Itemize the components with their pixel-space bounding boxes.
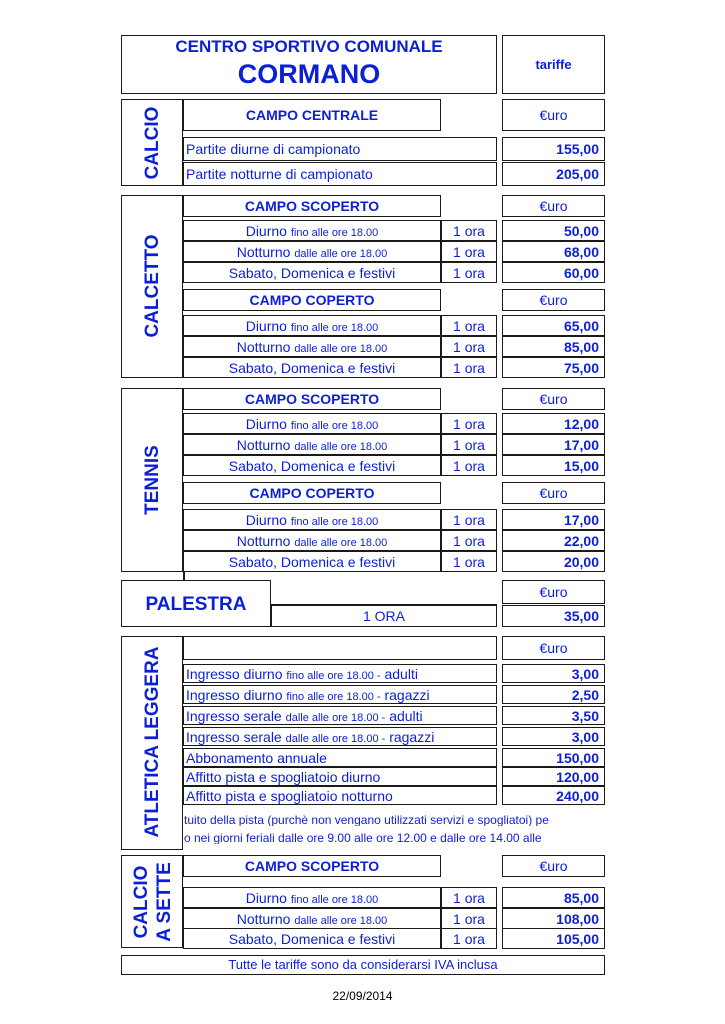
calcio-row-price: 205,00 <box>556 166 599 182</box>
sette-row-main: Notturno <box>236 911 291 927</box>
calcetto-coperto-row-price: 65,00 <box>563 318 599 334</box>
atletica-row-label <box>186 709 423 724</box>
sette-row-label <box>183 891 441 906</box>
sette-row-price: 105,00 <box>556 931 599 947</box>
tennis-scoperto-row-main: Notturno <box>236 437 291 453</box>
calcetto-scoperto-title: CAMPO SCOPERTO <box>244 198 380 214</box>
calcetto-scoperto-row-unit: 1 ora <box>453 244 485 260</box>
tennis-coperto-row-unit: 1 ora <box>453 533 485 549</box>
atletica-note-1: tuito della pista (purchè non vengano utilizzati servizi e spogliatoi) pe <box>184 814 549 826</box>
header-title-line2: CORMANO <box>237 59 381 89</box>
calcetto-coperto-currency: €uro <box>539 292 568 308</box>
calcetto-coperto-row-price: 75,00 <box>563 360 599 376</box>
calcetto-coperto-row-main: Diurno <box>245 318 287 334</box>
atletica-row-price: 3,00 <box>571 666 599 682</box>
calcio-section-title: CAMPO CENTRALE <box>245 107 379 123</box>
tennis-coperto-row-unit: 1 ora <box>453 554 485 570</box>
tennis-scoperto-row-price: 12,00 <box>563 416 599 432</box>
calcetto-coperto-title: CAMPO COPERTO <box>249 292 375 308</box>
tennis-coperto-row-price: 17,00 <box>563 512 599 528</box>
tennis-coperto-row-main: Sabato, Domenica e festivi <box>228 554 396 570</box>
atletica-row-note: dalle alle ore 18.00 - <box>285 712 386 724</box>
sette-row-label <box>183 912 441 927</box>
calcetto-coperto-row-unit: 1 ora <box>453 360 485 376</box>
atletica-header-box <box>183 636 497 660</box>
tennis-scoperto-row-main: Sabato, Domenica e festivi <box>228 458 396 474</box>
tennis-scoperto-row-label <box>183 459 441 473</box>
atletica-row-category: ragazzi <box>389 729 435 745</box>
atletica-row-main: Affitto pista e spogliatoio notturno <box>186 788 393 804</box>
atletica-row-label <box>186 789 393 803</box>
tennis-coperto-title: CAMPO COPERTO <box>249 485 375 501</box>
calcetto-coperto-row-unit: 1 ora <box>453 318 485 334</box>
calcetto-coperto-row-label <box>183 319 441 334</box>
tennis-scoperto-row-label <box>183 438 441 453</box>
calcetto-scoperto-row-main: Sabato, Domenica e festivi <box>228 265 396 281</box>
sette-row-label <box>183 932 441 946</box>
sette-row-note: fino alle ore 18.00 <box>290 894 379 906</box>
tennis-scoperto-row-price: 15,00 <box>563 458 599 474</box>
calcio-row-label: Partite diurne di campionato <box>186 141 361 157</box>
calcetto-scoperto-row-unit: 1 ora <box>453 265 485 281</box>
calcio-currency: €uro <box>539 107 568 123</box>
calcetto-side-label: CALCETTO <box>142 234 163 338</box>
tennis-coperto-row-label <box>183 513 441 528</box>
calcetto-coperto-row-label <box>183 361 441 375</box>
tennis-coperto-row-note: dalle alle ore 18.00 <box>294 537 388 549</box>
calcetto-scoperto-row-label <box>183 224 441 239</box>
atletica-row-main: Affitto pista e spogliatoio diurno <box>186 769 381 785</box>
sette-row-main: Sabato, Domenica e festivi <box>228 931 396 947</box>
calcetto-scoperto-currency: €uro <box>539 198 568 214</box>
calcetto-scoperto-row-price: 68,00 <box>563 244 599 260</box>
tennis-coperto-row-price: 20,00 <box>563 554 599 570</box>
tennis-scoperto-row-note: fino alle ore 18.00 <box>290 420 379 432</box>
atletica-row-label <box>186 751 327 765</box>
tennis-scoperto-row-unit: 1 ora <box>453 458 485 474</box>
atletica-row-label <box>186 688 430 703</box>
calcetto-scoperto-row-main: Notturno <box>236 244 291 260</box>
atletica-row-label <box>186 667 418 682</box>
calcio-side-label: CALCIO <box>142 106 163 180</box>
palestra-divider <box>183 572 185 580</box>
calcetto-coperto-row-label <box>183 340 441 355</box>
atletica-side-label: ATLETICA LEGGERA <box>142 646 163 838</box>
sette-row-unit: 1 ora <box>453 890 485 906</box>
atletica-row-main: Abbonamento annuale <box>186 750 327 766</box>
tennis-scoperto-title: CAMPO SCOPERTO <box>244 391 380 407</box>
tennis-coperto-row-label <box>183 534 441 549</box>
header-title-line1: CENTRO SPORTIVO COMUNALE <box>175 37 443 56</box>
calcetto-coperto-row-main: Sabato, Domenica e festivi <box>228 360 396 376</box>
calcetto-scoperto-row-note: fino alle ore 18.00 <box>290 227 379 239</box>
sette-side-label-2: A SETTE <box>154 862 175 942</box>
tennis-scoperto-row-note: dalle alle ore 18.00 <box>294 441 388 453</box>
sette-row-unit: 1 ora <box>453 931 485 947</box>
tennis-scoperto-row-unit: 1 ora <box>453 416 485 432</box>
atletica-row-price: 150,00 <box>556 750 599 766</box>
palestra-unit: 1 ORA <box>362 608 405 624</box>
atletica-note-2: o nei giorni feriali dalle ore 9.00 alle ore 12.00 e dalle ore 14.00 alle <box>184 832 542 844</box>
sette-row-main: Diurno <box>245 890 287 906</box>
sette-row-unit: 1 ora <box>453 911 485 927</box>
tennis-scoperto-row-main: Diurno <box>245 416 287 432</box>
sette-title: CAMPO SCOPERTO <box>244 858 380 874</box>
sette-row-price: 85,00 <box>563 890 599 906</box>
tennis-coperto-row-price: 22,00 <box>563 533 599 549</box>
calcetto-scoperto-row-label <box>183 266 441 280</box>
sette-row-price: 108,00 <box>556 911 599 927</box>
atletica-row-price: 2,50 <box>571 687 599 703</box>
atletica-row-category: adulti <box>384 666 418 682</box>
tennis-scoperto-row-unit: 1 ora <box>453 437 485 453</box>
atletica-row-category: adulti <box>389 708 423 724</box>
atletica-row-main: Ingresso serale <box>186 729 282 745</box>
tennis-scoperto-currency: €uro <box>539 391 568 407</box>
palestra-title: PALESTRA <box>145 594 247 615</box>
calcetto-scoperto-row-label <box>183 245 441 260</box>
calcetto-scoperto-row-note: dalle alle ore 18.00 <box>294 248 388 260</box>
tariffe-label: tariffe <box>535 57 572 72</box>
sette-side-label-1: CALCIO <box>131 865 152 939</box>
atletica-row-price: 240,00 <box>556 788 599 804</box>
tennis-coperto-row-unit: 1 ora <box>453 512 485 528</box>
calcetto-coperto-row-unit: 1 ora <box>453 339 485 355</box>
atletica-row-note: fino alle ore 18.00 - <box>286 670 381 682</box>
atletica-row-main: Ingresso serale <box>186 708 282 724</box>
calcetto-scoperto-row-price: 60,00 <box>563 265 599 281</box>
atletica-row-note: dalle alle ore 18.00 - <box>285 733 386 745</box>
calcetto-coperto-row-note: dalle alle ore 18.00 <box>294 343 388 355</box>
atletica-currency: €uro <box>539 640 568 656</box>
print-date: 22/09/2014 <box>332 989 393 1003</box>
tennis-coperto-row-main: Notturno <box>236 533 291 549</box>
atletica-row-main: Ingresso diurno <box>186 687 283 703</box>
calcetto-coperto-row-main: Notturno <box>236 339 291 355</box>
tennis-side-label: TENNIS <box>142 445 163 515</box>
tennis-scoperto-row-label <box>183 417 441 432</box>
atletica-row-note: fino alle ore 18.00 - <box>286 691 381 703</box>
sette-currency: €uro <box>539 858 568 874</box>
calcetto-coperto-row-price: 85,00 <box>563 339 599 355</box>
atletica-row-category: ragazzi <box>384 687 430 703</box>
tennis-coperto-row-main: Diurno <box>245 512 287 528</box>
calcetto-scoperto-row-unit: 1 ora <box>453 223 485 239</box>
tennis-coperto-row-label <box>183 555 441 569</box>
sette-row-note: dalle alle ore 18.00 <box>294 915 388 927</box>
calcio-row-price: 155,00 <box>556 141 599 157</box>
tennis-coperto-currency: €uro <box>539 485 568 501</box>
atletica-row-label <box>186 770 380 784</box>
calcetto-scoperto-row-main: Diurno <box>245 223 287 239</box>
palestra-price: 35,00 <box>563 608 599 624</box>
tennis-coperto-row-note: fino alle ore 18.00 <box>290 516 379 528</box>
calcio-row-label: Partite notturne di campionato <box>186 166 373 182</box>
atletica-row-label <box>186 730 434 745</box>
tennis-scoperto-row-price: 17,00 <box>563 437 599 453</box>
atletica-row-price: 120,00 <box>556 769 599 785</box>
atletica-row-price: 3,50 <box>571 708 599 724</box>
atletica-row-main: Ingresso diurno <box>186 666 283 682</box>
calcetto-coperto-row-note: fino alle ore 18.00 <box>290 322 379 334</box>
iva-note: Tutte le tariffe sono da considerarsi IVA inclusa <box>228 957 498 972</box>
palestra-currency: €uro <box>539 584 568 600</box>
atletica-row-price: 3,00 <box>571 729 599 745</box>
calcetto-scoperto-row-price: 50,00 <box>563 223 599 239</box>
